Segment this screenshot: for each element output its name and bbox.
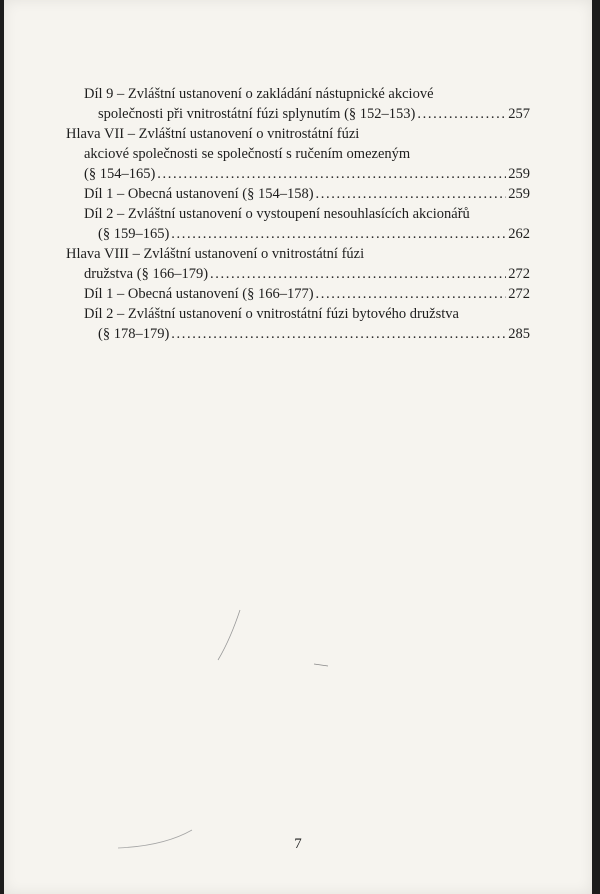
toc-entry-page: 272 xyxy=(508,266,530,282)
toc-entry-text: Díl 9 – Zvláštní ustanovení o zakládání nástupnické akciové xyxy=(84,86,434,102)
toc-entry-text: (§ 159–165) xyxy=(98,226,170,242)
toc-entry-text: Hlava VII – Zvláštní ustanovení o vnitrostátní fúzi xyxy=(66,126,360,142)
toc-entry-text: Hlava VIII – Zvláštní ustanovení o vnitrostátní fúzi xyxy=(66,246,365,262)
toc-entry-page: 257 xyxy=(508,106,530,122)
toc-entry-text: Díl 2 – Zvláštní ustanovení o vnitrostátní fúzi bytového družstva xyxy=(84,306,459,322)
toc-entry-page: 259 xyxy=(508,186,530,202)
toc-entry-text: akciové společnosti se společností s ručením omezeným xyxy=(84,146,411,162)
page-number: 7 xyxy=(294,836,302,852)
toc-entry-text: družstva (§ 166–179) xyxy=(84,266,209,282)
toc-entry-text: Díl 1 – Obecná ustanovení (§ 154–158) xyxy=(84,186,314,202)
toc-entry-text: společnosti při vnitrostátní fúzi splynutím (§ 152–153) xyxy=(98,106,416,122)
toc-entry-text: (§ 178–179) xyxy=(98,326,170,342)
toc-entry-page: 285 xyxy=(508,326,530,342)
toc-entry-page: 272 xyxy=(508,286,530,302)
toc-entry-page: 259 xyxy=(508,166,530,182)
toc-entry-page: 262 xyxy=(508,226,530,242)
book-page xyxy=(4,0,592,894)
toc-entry-text: Díl 2 – Zvláštní ustanovení o vystoupení nesouhlasících akcionářů xyxy=(84,206,470,222)
pencil-marks xyxy=(4,0,592,894)
toc-entry-text: Díl 1 – Obecná ustanovení (§ 166–177) xyxy=(84,286,314,302)
toc-entry-text: (§ 154–165) xyxy=(84,166,156,182)
